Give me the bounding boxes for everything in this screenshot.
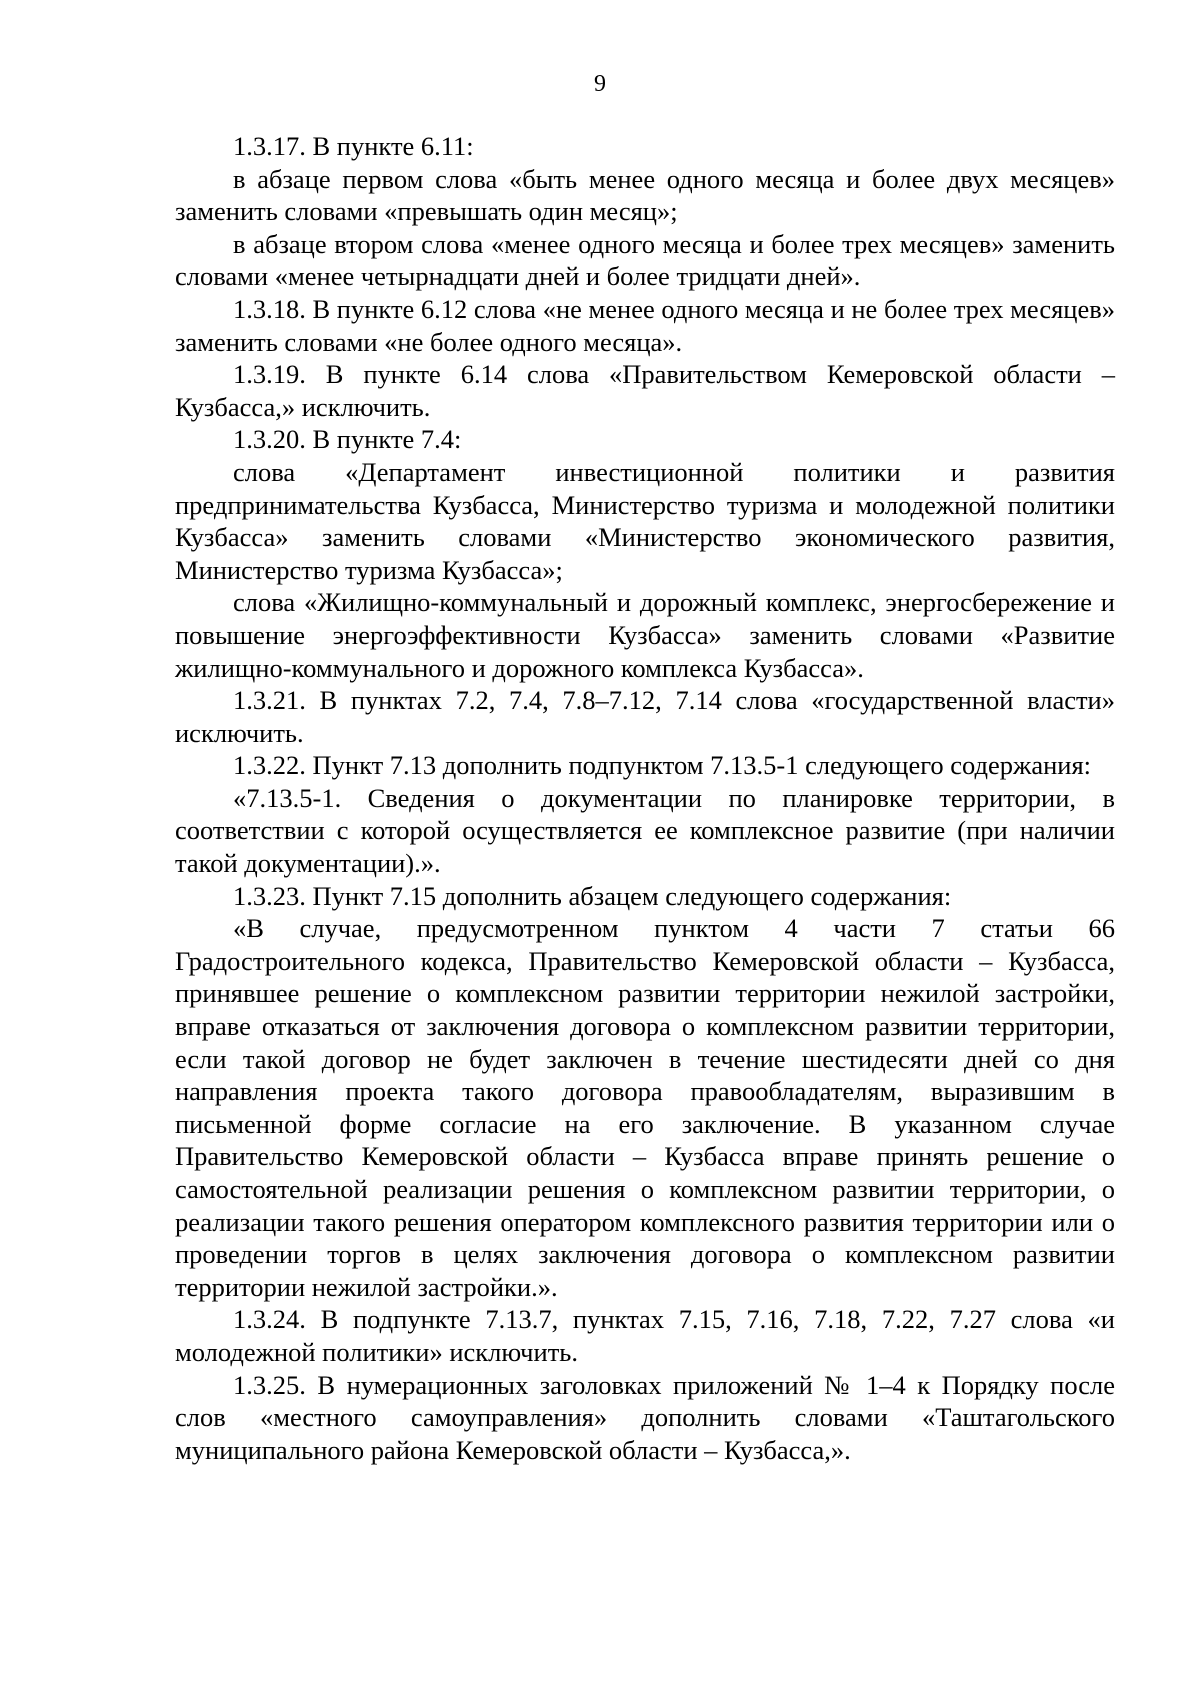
paragraph-1-3-17: 1.3.17. В пункте 6.11: — [233, 131, 474, 161]
paragraph-1-3-19: 1.3.19. В пункте 6.14 слова «Правительством Кемеровской области – Кузбасса,» исключить. — [175, 359, 1115, 422]
paragraph-1-3-22: 1.3.22. Пункт 7.13 дополнить подпунктом 7.13.5-1 следующего содержания: — [233, 750, 1092, 781]
paragraph-second-abzac: в абзаце втором слова «менее одного месяца и более трех месяцев» заменить словами «менее четырнадцати дней и более тридцати дней». — [175, 228, 1115, 292]
paragraph-1-3-25: 1.3.25. В нумерационных заголовках приложений № 1–4 к Порядку после слов «местного самоуправления» дополнить словами «Таштагольского муниципального района Кемеровской области – Кузбасса,». — [175, 1369, 1115, 1465]
page-number: 9 — [594, 71, 606, 97]
paragraph-7-13-5-1: «7.13.5-1. Сведения о документации по планировке территории, в соответствии с которой осуществляется ее комплексное развитие (при наличии такой документации).». — [175, 782, 1115, 879]
paragraph-words-housing: слова «Жилищно-коммунальный и дорожный комплекс, энергосбережение и повышение энергоэффективности Кузбасса» заменить словами «Развитие жилищно-коммунального и дорожного комплекса Кузбасса». — [175, 587, 1115, 683]
paragraph-words-department: слова «Департамент инвестиционной политики и развития предпринимательства Кузбасса, Министерство туризма и молодежной политики Кузбасса» заменить словами «Министерство экономического развития, Министерство туризма Кузбасса»; — [175, 456, 1115, 585]
document-body — [175, 130, 1115, 1466]
paragraph-first-abzac: в абзаце первом слова «быть менее одного месяца и более двух месяцев» заменить словами «превышать один месяц»; — [175, 163, 1115, 227]
paragraph-quoted-case: «В случае, предусмотренном пунктом 4 части 7 статьи 66 Градостроительного кодекса, Правительство Кемеровской области – Кузбасса, принявшее решение о комплексном развитии территории нежилой застройки, вправе отказаться от заключения договора о комплексном развитии территории, если такой договор не будет заключен в течение шестидесяти дней со дня направления проекта такого договора правообладателям, выразившим в письменной форме согласие на его заключение. В указанном случае Правительство Кемеровской области – Кузбасса вправе принять решение о самостоятельной реализации решения о комплексном развитии территории, о реализации такого решения оператором комплексного развития территории или о проведении торгов в целях заключения договора о комплексном развитии территории нежилой застройки.». — [175, 913, 1115, 1302]
paragraph-1-3-24: 1.3.24. В подпункте 7.13.7, пунктах 7.15, 7.16, 7.18, 7.22, 7.27 слова «и молодежной политики» исключить. — [175, 1304, 1115, 1367]
paragraph-1-3-21: 1.3.21. В пунктах 7.2, 7.4, 7.8–7.12, 7.14 слова «государственной власти» исключить. — [175, 685, 1115, 748]
paragraph-1-3-23: 1.3.23. Пункт 7.15 дополнить абзацем следующего содержания: — [233, 880, 952, 911]
paragraph-1-3-18: 1.3.18. В пункте 6.12 слова «не менее одного месяца и не более трех месяцев» заменить словами «не более одного месяца». — [175, 293, 1115, 357]
paragraph-1-3-20: 1.3.20. В пункте 7.4: — [233, 424, 462, 455]
